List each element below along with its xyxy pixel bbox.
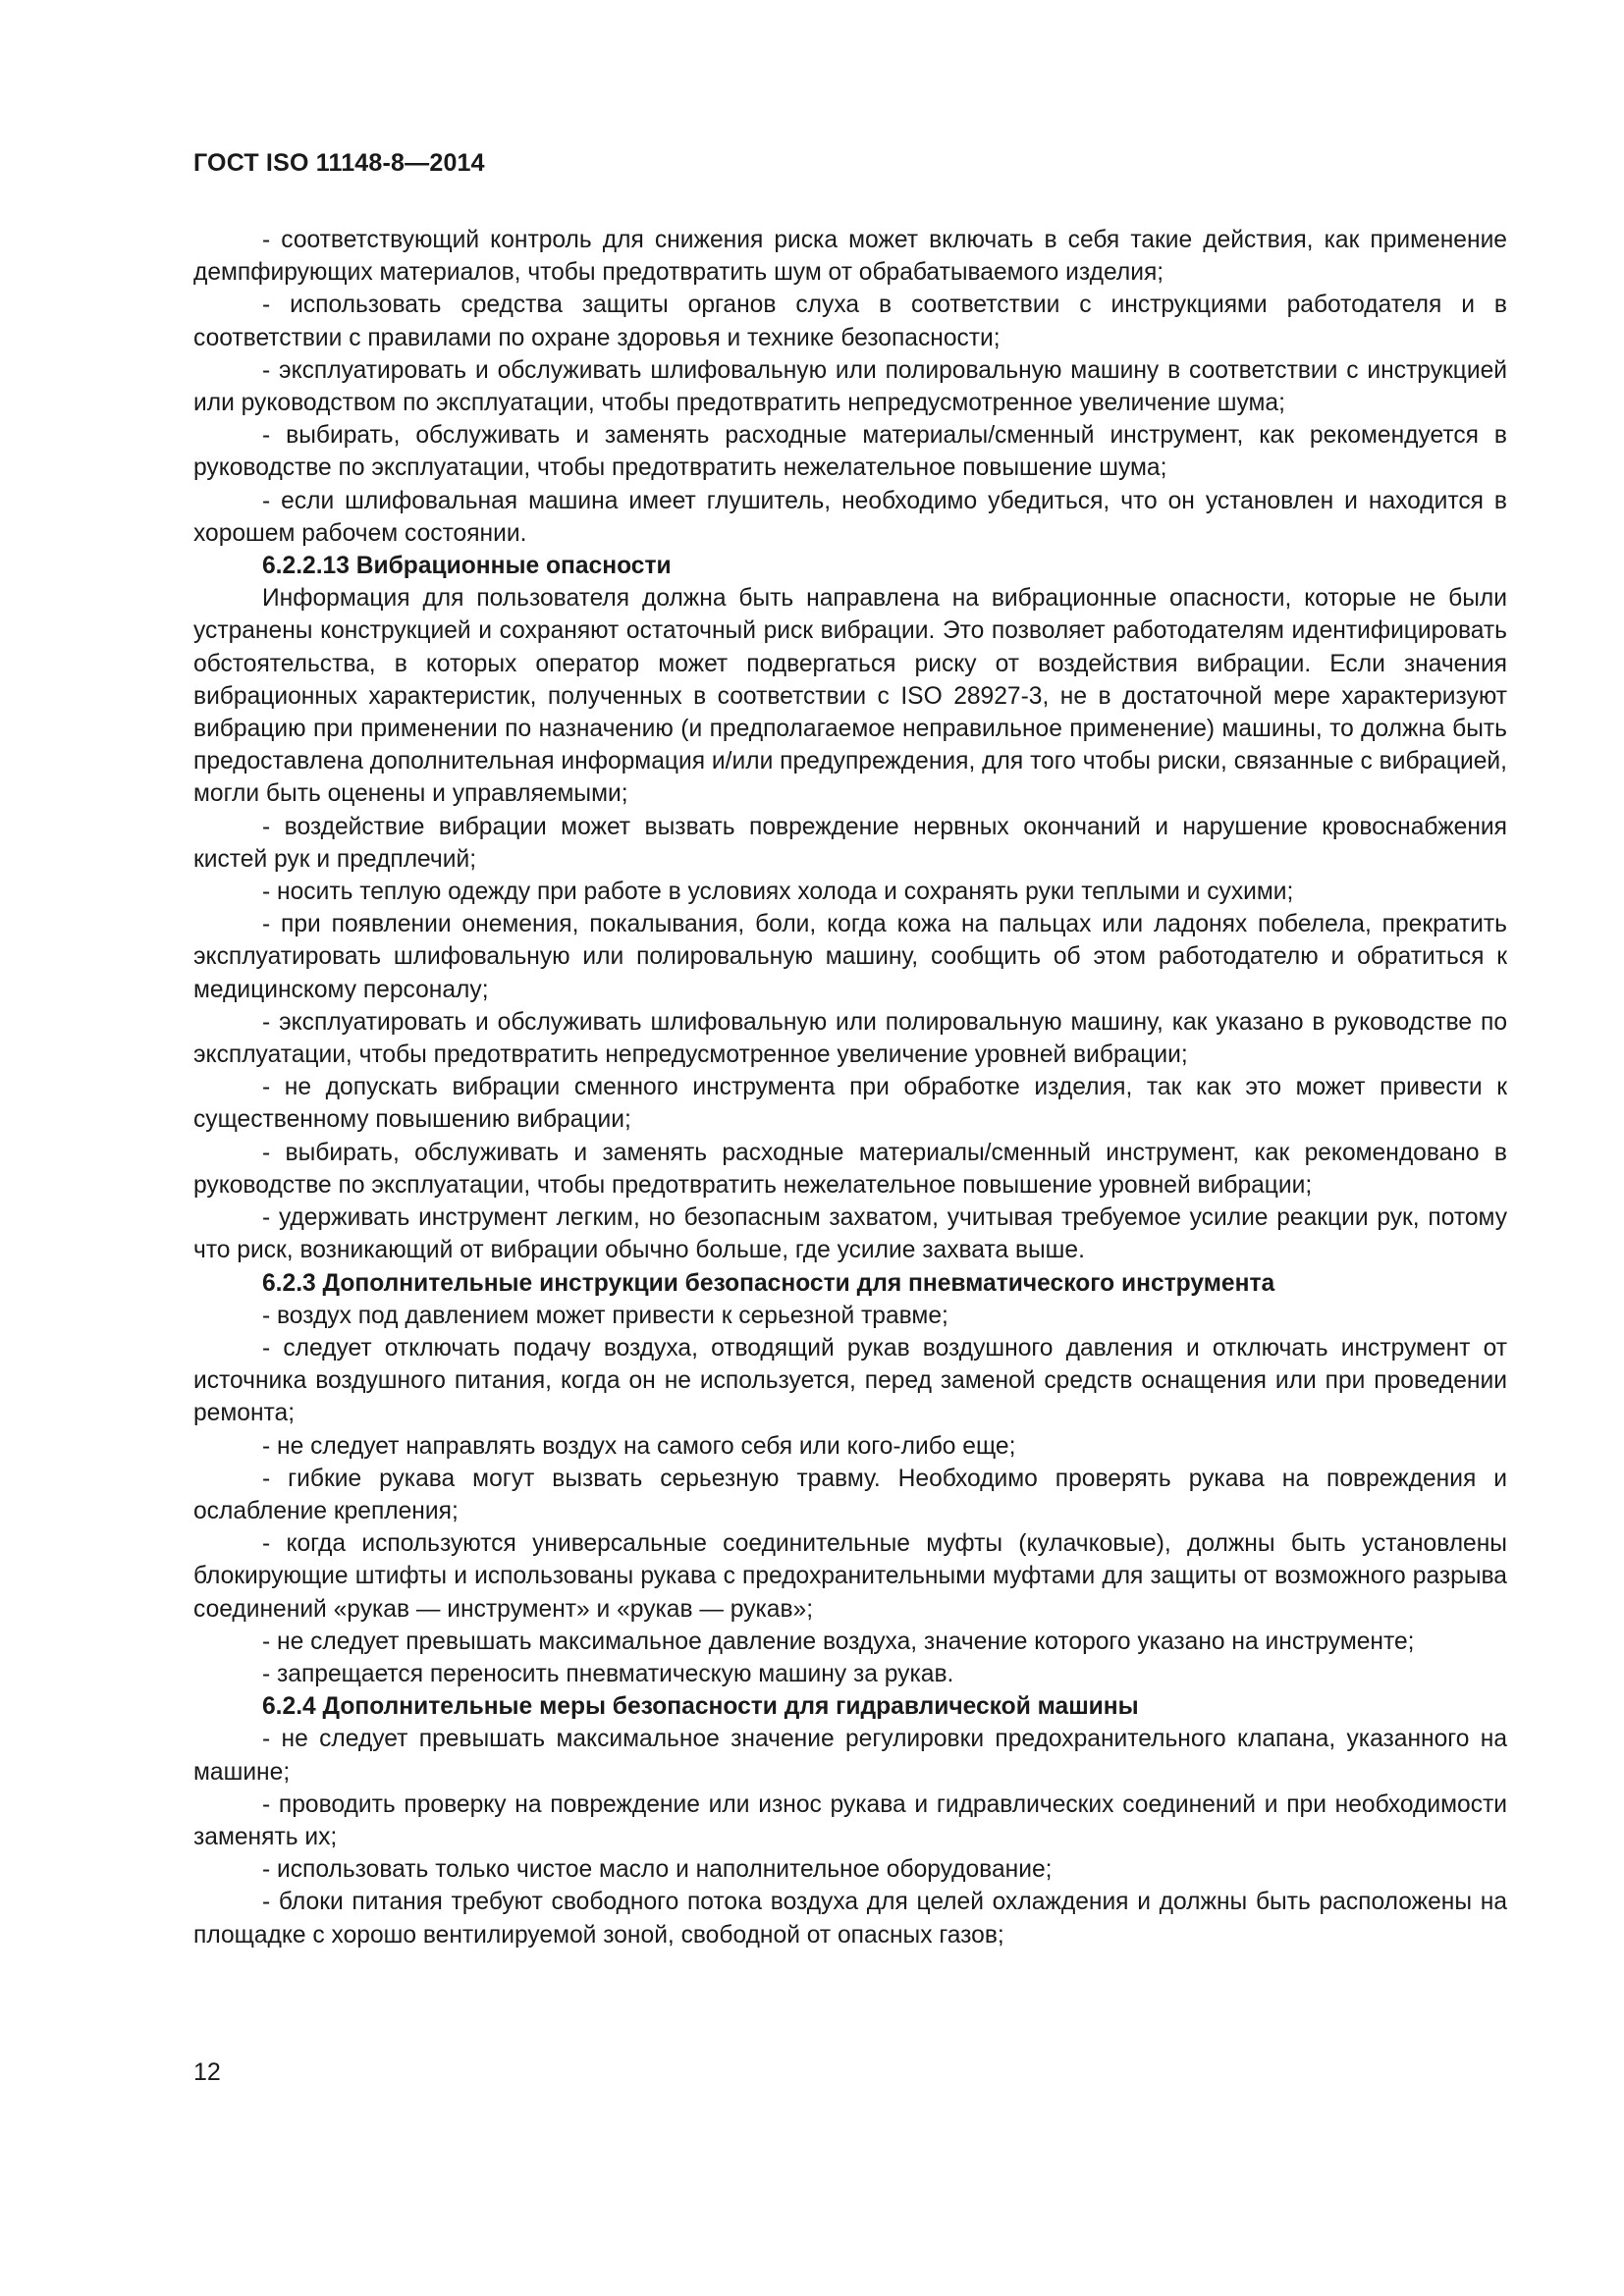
document-header: ГОСТ ISO 11148-8—2014: [193, 149, 485, 177]
paragraph: - когда используются универсальные соединительные муфты (кулачковые), должны быть установлены блокирующие штифты и использованы рукава с предохранительными муфтами для защиты от возможного разрыва соединений «рукав — инструмент» и «рукав — рукав»;: [193, 1530, 1507, 1623]
section-heading: 6.2.4 Дополнительные меры безопасности для гидравлической машины: [262, 1693, 1139, 1721]
paragraph: - блоки питания требуют свободного потока воздуха для целей охлаждения и должны быть расположены на площадке с хорошо вентилируемой зоной, свободной от опасных газов;: [193, 1889, 1507, 1949]
paragraph: - следует отключать подачу воздуха, отводящий рукав воздушного давления и отключать инструмент от источника воздушного питания, когда он не используется, перед заменой средств оснащения или при проведении ремонта;: [193, 1334, 1507, 1427]
paragraph: - удерживать инструмент легким, но безопасным захватом, учитывая требуемое усилие реакции рук, потому что риск, возникающий от вибрации обычно больше, где усилие захвата выше.: [193, 1204, 1507, 1264]
paragraph: - не следует превышать максимальное значение регулировки предохранительного клапана, указанного на машине;: [193, 1726, 1507, 1786]
page-number: 12: [193, 2058, 221, 2086]
section-heading: 6.2.2.13 Вибрационные опасности: [262, 553, 672, 580]
paragraph: - проводить проверку на повреждение или износ рукава и гидравлических соединений и при необходимости заменять их;: [193, 1790, 1507, 1850]
paragraph: Информация для пользователя должна быть направлена на вибрационные опасности, которые не были устранены конструкцией и сохраняют остаточный риск вибрации. Это позволяет работодателям идентифицировать обстоятельства, в которых оператор может подвергаться риску от воздействия вибрации. Если значения вибрационных характеристик, полученных в соответствии с ISO 28927-3, не в достаточной мере характеризуют вибрацию при применении по назначению (и предполагаемое неправильное применение) машины, то должна быть предоставлена дополнительная информация и/или предупреждения, для того чтобы риски, связанные с вибрацией, могли быть оценены и управляемыми;: [193, 585, 1507, 808]
paragraph: - гибкие рукава могут вызвать серьезную травму. Необходимо проверять рукава на повреждения и ослабление крепления;: [193, 1465, 1507, 1524]
document-body: [193, 224, 1507, 1951]
paragraph: - выбирать, обслуживать и заменять расходные материалы/сменный инструмент, как рекомендовано в руководстве по эксплуатации, чтобы предотвратить нежелательное повышение уровней вибрации;: [193, 1139, 1507, 1199]
paragraph: - не следует направлять воздух на самого себя или кого-либо еще;: [262, 1432, 1016, 1460]
paragraph: - использовать средства защиты органов слуха в соответствии с инструкциями работодателя и в соответствии с правилами по охране здоровья и технике безопасности;: [193, 292, 1507, 351]
section-heading: 6.2.3 Дополнительные инструкции безопасности для пневматического инструмента: [262, 1269, 1275, 1297]
paragraph: - при появлении онемения, покалывания, боли, когда кожа на пальцах или ладонях побелела, прекратить эксплуатировать шлифовальную или полировальную машину, сообщить об этом работодателю и обратиться к медицинскому персоналу;: [193, 911, 1507, 1003]
paragraph: - не следует превышать максимальное давление воздуха, значение которого указано на инструменте;: [262, 1628, 1415, 1655]
paragraph: - воздействие вибрации может вызвать повреждение нервных окончаний и нарушение кровоснабжения кистей рук и предплечий;: [193, 813, 1507, 873]
paragraph: - не допускать вибрации сменного инструмента при обработке изделия, так как это может привести к существенному повышению вибрации;: [193, 1074, 1507, 1134]
paragraph: - носить теплую одежду при работе в условиях холода и сохранять руки теплыми и сухими;: [262, 879, 1294, 906]
paragraph: - если шлифовальная машина имеет глушитель, необходимо убедиться, что он установлен и находится в хорошем рабочем состоянии.: [193, 487, 1507, 547]
paragraph: - соответствующий контроль для снижения риска может включать в себя такие действия, как применение демпфирующих материалов, чтобы предотвратить шум от обрабатываемого изделия;: [193, 227, 1507, 287]
paragraph: - выбирать, обслуживать и заменять расходные материалы/сменный инструмент, как рекомендуется в руководстве по эксплуатации, чтобы предотвратить нежелательное повышение шума;: [193, 422, 1507, 482]
paragraph: - использовать только чистое масло и наполнительное оборудование;: [262, 1856, 1053, 1884]
paragraph: - эксплуатировать и обслуживать шлифовальную или полировальную машину, как указано в руководстве по эксплуатации, чтобы предотвратить непредусмотренное увеличение уровней вибрации;: [193, 1008, 1507, 1069]
paragraph: - запрещается переносить пневматическую машину за рукав.: [262, 1660, 954, 1687]
paragraph: - эксплуатировать и обслуживать шлифовальную или полировальную машину в соответствии с инструкцией или руководством по эксплуатации, чтобы предотвратить непредусмотренное увеличение шума;: [193, 356, 1507, 417]
paragraph: - воздух под давлением может привести к серьезной травме;: [262, 1302, 948, 1329]
